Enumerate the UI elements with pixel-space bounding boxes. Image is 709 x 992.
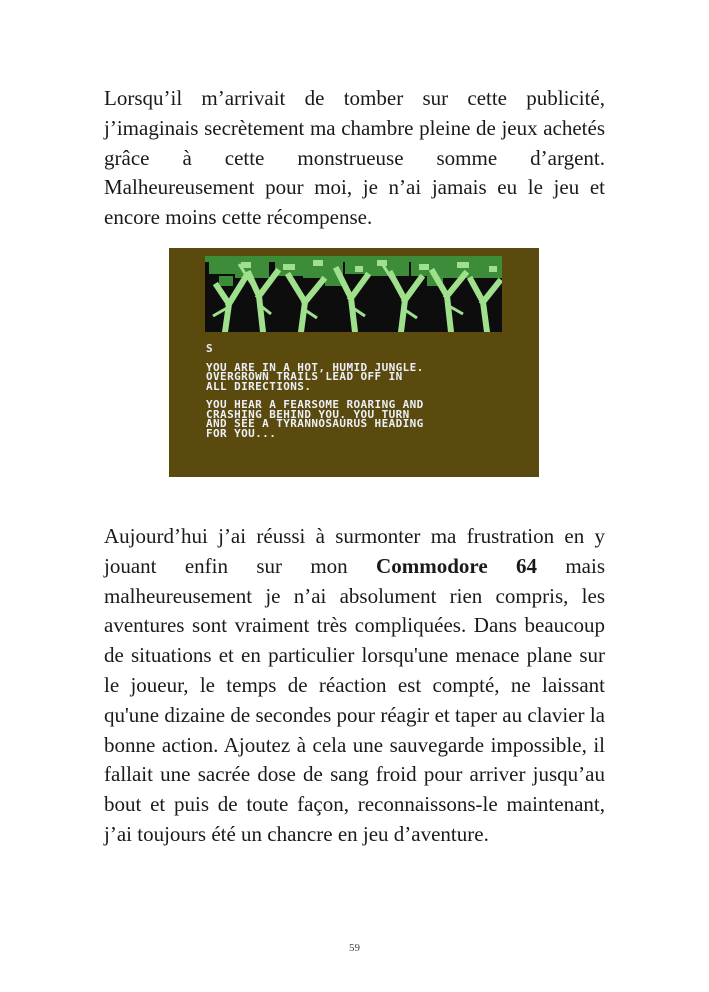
game-event-text: YOU HEAR A FEARSOME ROARING AND CRASHING BEHIND YOU. YOU TURN AND SEE A TYRANNOSAURUS HEADING FOR YOU... <box>206 398 424 440</box>
game-prompt: S <box>206 342 214 355</box>
paragraph-main <box>104 522 605 850</box>
paragraph-main-end: mais malheureusement je n’ai absolument rien compris, les aventures sont vraiment très compliquées. Dans beaucoup de situations et en particulier lorsqu'une menace plane sur le joueur, le temps de réaction est compté, ne laissant qu'une dizaine de secondes pour réagir et taper au clavier la bonne action. Ajoutez à cela une sauvegarde impossible, il fallait une sacrée dose de sang froid pour arriver jusqu’au bout et puis de toute façon, reconnaissons-le maintenant, j’ai toujours été un chancre en jeu d’aventure. <box>104 553 606 846</box>
paragraph-intro: Lorsqu’il m’arrivait de tomber sur cette publicité, j’imaginais secrètement ma chambre pleine de jeux achetés grâce à cette monstrueuse somme d’argent. Malheureusement pour moi, je n’ai jamais eu le jeu et encore moins cette récompense. <box>104 86 605 230</box>
game-text <box>206 344 424 438</box>
jungle-graphic <box>205 256 502 332</box>
jungle-trees-image <box>205 256 502 332</box>
page-number: 59 <box>349 942 360 954</box>
commodore-64-bold: Commodore 64 <box>376 553 537 578</box>
game-screenshot <box>169 248 539 477</box>
paragraph-main-start: Aujourd’hui j’ai réussi à surmonter ma frustration en y jouant enfin sur mon <box>104 524 605 578</box>
game-room-description: YOU ARE IN A HOT, HUMID JUNGLE. OVERGROWN TRAILS LEAD OFF IN ALL DIRECTIONS. <box>206 360 424 393</box>
